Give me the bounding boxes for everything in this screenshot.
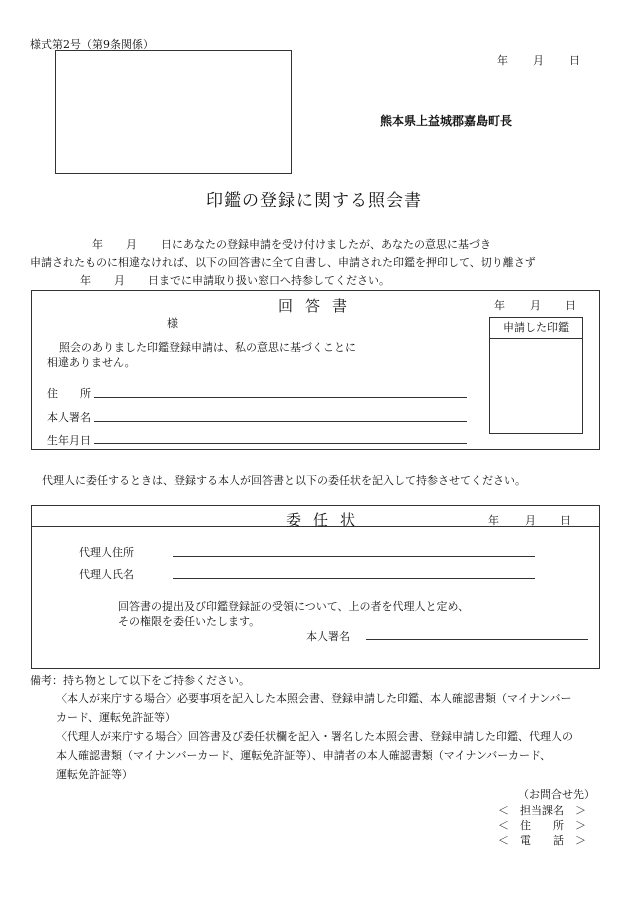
notes-line-2: カード、運転免許証等） xyxy=(56,711,177,724)
intro-month: 月 xyxy=(126,238,137,251)
address-label: 住 所 xyxy=(47,387,91,400)
intro-month-2: 月 xyxy=(114,274,125,287)
answer-statement-line2: 相違ありません。 xyxy=(47,356,136,369)
proxy-name-field[interactable] xyxy=(173,578,535,579)
address-field[interactable] xyxy=(94,397,467,398)
delegation-signature-field[interactable] xyxy=(366,639,588,640)
photo-placeholder-box xyxy=(55,50,292,174)
intro-line3: 日までに申請取り扱い窓口へ持参してください。 xyxy=(148,274,390,287)
intro-line2: 申請されたものに相違なければ、以下の回答書に全て自書し、申請された印鑑を押印して、切り離さず xyxy=(30,256,536,269)
delegation-date-month: 月 xyxy=(525,514,536,527)
proxy-address-field[interactable] xyxy=(173,556,535,557)
intro-year: 年 xyxy=(92,238,103,251)
birthdate-field[interactable] xyxy=(94,443,467,444)
signature-label: 本人署名 xyxy=(47,411,91,424)
contact-phone: ＜ 電 話 ＞ xyxy=(498,834,586,847)
proxy-name-label: 代理人氏名 xyxy=(79,568,134,581)
notes-line-5: 運転免許証等） xyxy=(56,768,133,781)
answer-statement-line1: 照会のありました印鑑登録申請は、私の意思に基づくことに xyxy=(59,341,356,354)
answer-date-day: 日 xyxy=(565,299,576,312)
proxy-address-label: 代理人住所 xyxy=(79,546,134,559)
date-year: 年 xyxy=(497,54,508,67)
delegation-statement-line1: 回答書の提出及び印鑑登録証の受領について、上の者を代理人と定め、 xyxy=(118,600,470,613)
delegation-section xyxy=(31,505,600,669)
page-title: 印鑑の登録に関する照会書 xyxy=(206,191,422,211)
notes-line-1: 〈本人が来庁する場合〉必要事項を記入した本照会書、登録申請した印鑑、本人確認書類（マイナンバー xyxy=(56,692,572,705)
contact-heading: （お問合せ先） xyxy=(518,788,595,801)
delegation-date-year: 年 xyxy=(488,514,499,527)
delegation-date-day: 日 xyxy=(560,514,571,527)
addressee-suffix: 様 xyxy=(167,317,178,330)
signature-field[interactable] xyxy=(94,421,467,422)
form-number: 様式第2号（第9条関係） xyxy=(30,38,154,51)
delegation-statement-line2: その権限を委任いたします。 xyxy=(118,615,261,628)
notes-heading: 備考：持ち物として以下をご持参ください。 xyxy=(30,674,250,687)
date-day: 日 xyxy=(569,54,580,67)
proxy-note: 代理人に委任するときは、登録する本人が回答書と以下の委任状を記入して持参させてください。 xyxy=(42,474,526,487)
birthdate-label: 生年月日 xyxy=(47,434,91,447)
contact-department: ＜ 担当課名 ＞ xyxy=(498,804,586,817)
answer-date-month: 月 xyxy=(530,299,541,312)
date-month: 月 xyxy=(533,54,544,67)
seal-box-label: 申請した印鑑 xyxy=(490,318,582,339)
notes-line-3: 〈代理人が来庁する場合〉回答書及び委任状欄を記入・署名した本照会書、登録申請した印鑑、代理人の xyxy=(56,730,573,743)
answer-section xyxy=(31,290,600,450)
notes-line-4: 本人確認書類（マイナンバーカード、運転免許証等）、申請者の本人確認書類（マイナンバーカード、 xyxy=(56,749,551,762)
issuer: 熊本県上益城郡嘉島町長 xyxy=(380,114,513,128)
intro-year-2: 年 xyxy=(80,274,91,287)
intro-line1: 日にあなたの登録申請を受け付けましたが、あなたの意思に基づき xyxy=(161,238,491,251)
contact-address: ＜ 住 所 ＞ xyxy=(498,819,586,832)
seal-box[interactable] xyxy=(489,317,583,434)
answer-date-year: 年 xyxy=(494,299,505,312)
delegation-heading: 委任状 xyxy=(286,511,368,529)
delegation-signature-label: 本人署名 xyxy=(306,630,350,643)
answer-heading: 回答書 xyxy=(278,297,360,315)
